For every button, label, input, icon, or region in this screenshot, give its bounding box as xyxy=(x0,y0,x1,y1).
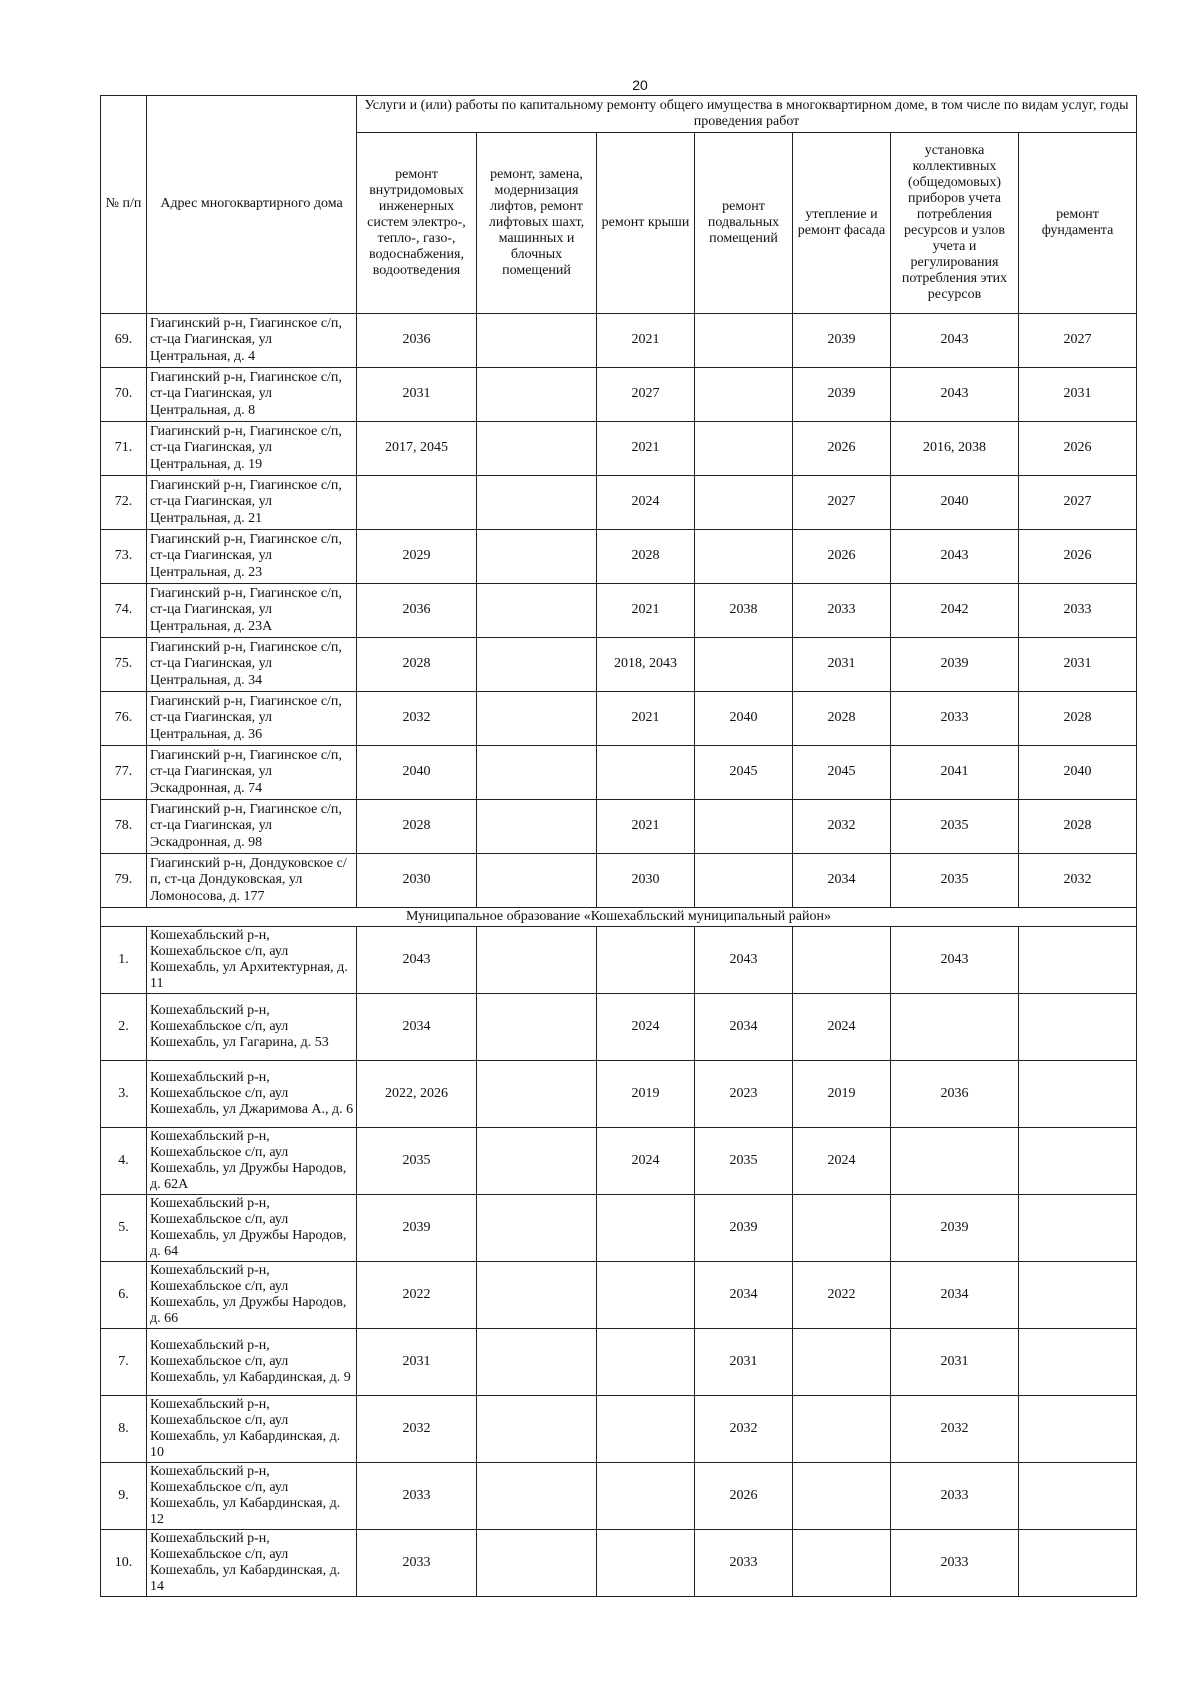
cell-meters: 2036 xyxy=(891,1061,1019,1128)
cell-facade: 2032 xyxy=(793,800,891,854)
cell-elevators xyxy=(477,1530,597,1597)
row-address: Кошехабльский р-н, Кошехабльское с/п, аул Кошехабль, ул Дружбы Народов, д. 64 xyxy=(147,1195,357,1262)
cell-facade: 2026 xyxy=(793,422,891,476)
table-row xyxy=(101,746,1137,800)
row-number: 74. xyxy=(101,584,147,638)
cell-foundation: 2027 xyxy=(1019,476,1137,530)
cell-engineering xyxy=(357,476,477,530)
cell-engineering: 2039 xyxy=(357,1195,477,1262)
row-address: Кошехабльский р-н, Кошехабльское с/п, аул Кошехабль, ул Дружбы Народов, д. 66 xyxy=(147,1262,357,1329)
row-number: 5. xyxy=(101,1195,147,1262)
cell-basement: 2034 xyxy=(695,994,793,1061)
cell-basement: 2038 xyxy=(695,584,793,638)
page-number: 20 xyxy=(632,77,648,93)
cell-foundation xyxy=(1019,1463,1137,1530)
row-number: 10. xyxy=(101,1530,147,1597)
cell-basement: 2035 xyxy=(695,1128,793,1195)
cell-meters: 2031 xyxy=(891,1329,1019,1396)
table-row xyxy=(101,530,1137,584)
row-address: Кошехабльский р-н, Кошехабльское с/п, аул Кошехабль, ул Джаримова А., д. 6 xyxy=(147,1061,357,1128)
cell-roof xyxy=(597,1463,695,1530)
cell-engineering: 2028 xyxy=(357,638,477,692)
cell-elevators xyxy=(477,927,597,994)
table-row xyxy=(101,854,1137,908)
cell-foundation: 2031 xyxy=(1019,368,1137,422)
cell-facade: 2039 xyxy=(793,314,891,368)
cell-roof: 2024 xyxy=(597,1128,695,1195)
cell-foundation: 2040 xyxy=(1019,746,1137,800)
cell-meters: 2043 xyxy=(891,927,1019,994)
cell-roof: 2021 xyxy=(597,800,695,854)
cell-facade xyxy=(793,1463,891,1530)
cell-facade: 2028 xyxy=(793,692,891,746)
cell-meters: 2040 xyxy=(891,476,1019,530)
cell-roof xyxy=(597,1530,695,1597)
cell-foundation: 2028 xyxy=(1019,800,1137,854)
cell-elevators xyxy=(477,476,597,530)
cell-elevators xyxy=(477,800,597,854)
cell-facade xyxy=(793,1195,891,1262)
cell-engineering: 2040 xyxy=(357,746,477,800)
row-address: Кошехабльский р-н, Кошехабльское с/п, аул Кошехабль, ул Кабардинская, д. 14 xyxy=(147,1530,357,1597)
cell-engineering: 2033 xyxy=(357,1463,477,1530)
cell-elevators xyxy=(477,1128,597,1195)
cell-foundation xyxy=(1019,1262,1137,1329)
row-number: 70. xyxy=(101,368,147,422)
cell-meters: 2032 xyxy=(891,1396,1019,1463)
cell-engineering: 2022, 2026 xyxy=(357,1061,477,1128)
cell-elevators xyxy=(477,638,597,692)
header-col-basement: ремонт подвальных помещений xyxy=(695,133,793,314)
cell-facade: 2024 xyxy=(793,1128,891,1195)
cell-basement: 2031 xyxy=(695,1329,793,1396)
cell-basement xyxy=(695,530,793,584)
cell-facade: 2024 xyxy=(793,994,891,1061)
cell-elevators xyxy=(477,530,597,584)
table-row xyxy=(101,927,1137,994)
cell-roof xyxy=(597,1396,695,1463)
cell-foundation xyxy=(1019,1329,1137,1396)
cell-meters: 2033 xyxy=(891,1530,1019,1597)
cell-elevators xyxy=(477,692,597,746)
cell-facade: 2027 xyxy=(793,476,891,530)
cell-facade: 2022 xyxy=(793,1262,891,1329)
header-num: № п/п xyxy=(101,96,147,314)
cell-basement: 2040 xyxy=(695,692,793,746)
cell-basement xyxy=(695,422,793,476)
row-address: Кошехабльский р-н, Кошехабльское с/п, аул Кошехабль, ул Гагарина, д. 53 xyxy=(147,994,357,1061)
table-row xyxy=(101,314,1137,368)
cell-basement: 2039 xyxy=(695,1195,793,1262)
row-address: Кошехабльский р-н, Кошехабльское с/п, аул Кошехабль, ул Дружбы Народов, д. 62А xyxy=(147,1128,357,1195)
cell-basement xyxy=(695,854,793,908)
cell-elevators xyxy=(477,1262,597,1329)
cell-foundation: 2026 xyxy=(1019,530,1137,584)
cell-roof: 2018, 2043 xyxy=(597,638,695,692)
table-row xyxy=(101,1128,1137,1195)
row-number: 78. xyxy=(101,800,147,854)
cell-foundation xyxy=(1019,1195,1137,1262)
row-number: 79. xyxy=(101,854,147,908)
cell-roof: 2024 xyxy=(597,994,695,1061)
cell-engineering: 2030 xyxy=(357,854,477,908)
cell-basement xyxy=(695,368,793,422)
cell-foundation xyxy=(1019,1396,1137,1463)
cell-engineering: 2033 xyxy=(357,1530,477,1597)
cell-facade: 2019 xyxy=(793,1061,891,1128)
row-number: 7. xyxy=(101,1329,147,1396)
table-row xyxy=(101,368,1137,422)
header-col-facade: утепление и ремонт фасада xyxy=(793,133,891,314)
cell-meters: 2043 xyxy=(891,530,1019,584)
row-number: 8. xyxy=(101,1396,147,1463)
row-address: Гиагинский р-н, Гиагинское с/п, ст-ца Гиагинская, ул Центральная, д. 23 xyxy=(147,530,357,584)
row-number: 4. xyxy=(101,1128,147,1195)
cell-basement: 2034 xyxy=(695,1262,793,1329)
row-address: Гиагинский р-н, Гиагинское с/п, ст-ца Гиагинская, ул Центральная, д. 34 xyxy=(147,638,357,692)
row-number: 71. xyxy=(101,422,147,476)
cell-foundation: 2032 xyxy=(1019,854,1137,908)
table-row xyxy=(101,1530,1137,1597)
cell-engineering: 2031 xyxy=(357,368,477,422)
row-address: Кошехабльский р-н, Кошехабльское с/п, аул Кошехабль, ул Кабардинская, д. 10 xyxy=(147,1396,357,1463)
cell-basement: 2032 xyxy=(695,1396,793,1463)
cell-roof xyxy=(597,1195,695,1262)
table-row xyxy=(101,692,1137,746)
cell-roof: 2027 xyxy=(597,368,695,422)
cell-foundation: 2028 xyxy=(1019,692,1137,746)
cell-meters: 2035 xyxy=(891,854,1019,908)
cell-engineering: 2036 xyxy=(357,314,477,368)
cell-meters: 2034 xyxy=(891,1262,1019,1329)
cell-meters: 2043 xyxy=(891,314,1019,368)
cell-foundation xyxy=(1019,1128,1137,1195)
row-number: 72. xyxy=(101,476,147,530)
cell-basement: 2023 xyxy=(695,1061,793,1128)
cell-roof: 2021 xyxy=(597,314,695,368)
cell-engineering: 2029 xyxy=(357,530,477,584)
table-row xyxy=(101,476,1137,530)
cell-roof xyxy=(597,746,695,800)
cell-meters: 2035 xyxy=(891,800,1019,854)
table-row xyxy=(101,1463,1137,1530)
table-row xyxy=(101,584,1137,638)
cell-meters: 2041 xyxy=(891,746,1019,800)
header-col-elevators: ремонт, замена, модернизация лифтов, ремонт лифтовых шахт, машинных и блочных помещений xyxy=(477,133,597,314)
cell-roof: 2019 xyxy=(597,1061,695,1128)
row-number: 73. xyxy=(101,530,147,584)
row-number: 9. xyxy=(101,1463,147,1530)
header-col-meters: установка коллективных (общедомовых) приборов учета потребления ресурсов и узлов учета и регулирования потребления этих ресурсов xyxy=(891,133,1019,314)
cell-facade xyxy=(793,1329,891,1396)
row-number: 76. xyxy=(101,692,147,746)
cell-elevators xyxy=(477,1061,597,1128)
row-address: Гиагинский р-н, Гиагинское с/п, ст-ца Гиагинская, ул Центральная, д. 8 xyxy=(147,368,357,422)
cell-meters: 2043 xyxy=(891,368,1019,422)
cell-elevators xyxy=(477,1195,597,1262)
header-row-top xyxy=(101,96,1137,133)
cell-meters: 2033 xyxy=(891,1463,1019,1530)
cell-foundation: 2031 xyxy=(1019,638,1137,692)
cell-basement: 2045 xyxy=(695,746,793,800)
cell-roof xyxy=(597,1329,695,1396)
cell-basement xyxy=(695,800,793,854)
cell-elevators xyxy=(477,1463,597,1530)
row-address: Гиагинский р-н, Гиагинское с/п, ст-ца Гиагинская, ул Эскадронная, д. 98 xyxy=(147,800,357,854)
row-address: Гиагинский р-н, Гиагинское с/п, ст-ца Гиагинская, ул Центральная, д. 19 xyxy=(147,422,357,476)
cell-meters: 2039 xyxy=(891,1195,1019,1262)
cell-facade: 2045 xyxy=(793,746,891,800)
cell-facade: 2031 xyxy=(793,638,891,692)
cell-meters: 2042 xyxy=(891,584,1019,638)
row-address: Гиагинский р-н, Гиагинское с/п, ст-ца Гиагинская, ул Эскадронная, д. 74 xyxy=(147,746,357,800)
row-address: Гиагинский р-н, Дондуковское с/п, ст-ца Дондуковская, ул Ломоносова, д. 177 xyxy=(147,854,357,908)
table-row xyxy=(101,800,1137,854)
cell-elevators xyxy=(477,1329,597,1396)
cell-meters xyxy=(891,994,1019,1061)
cell-foundation xyxy=(1019,927,1137,994)
cell-foundation xyxy=(1019,1061,1137,1128)
table-row xyxy=(101,1262,1137,1329)
row-address: Гиагинский р-н, Гиагинское с/п, ст-ца Гиагинская, ул Центральная, д. 36 xyxy=(147,692,357,746)
cell-roof xyxy=(597,1262,695,1329)
cell-foundation xyxy=(1019,1530,1137,1597)
cell-elevators xyxy=(477,422,597,476)
table-row xyxy=(101,1195,1137,1262)
cell-roof: 2024 xyxy=(597,476,695,530)
cell-elevators xyxy=(477,368,597,422)
row-address: Кошехабльский р-н, Кошехабльское с/п, аул Кошехабль, ул Архитектурная, д. 11 xyxy=(147,927,357,994)
cell-elevators xyxy=(477,746,597,800)
cell-foundation: 2026 xyxy=(1019,422,1137,476)
cell-roof: 2030 xyxy=(597,854,695,908)
cell-facade xyxy=(793,1396,891,1463)
cell-facade xyxy=(793,927,891,994)
table-row xyxy=(101,422,1137,476)
cell-foundation: 2027 xyxy=(1019,314,1137,368)
cell-facade: 2026 xyxy=(793,530,891,584)
section-title: Муниципальное образование «Кошехабльский муниципальный район» xyxy=(101,908,1137,927)
cell-elevators xyxy=(477,314,597,368)
cell-elevators xyxy=(477,994,597,1061)
row-number: 77. xyxy=(101,746,147,800)
cell-foundation: 2033 xyxy=(1019,584,1137,638)
cell-roof: 2028 xyxy=(597,530,695,584)
cell-meters: 2016, 2038 xyxy=(891,422,1019,476)
row-number: 69. xyxy=(101,314,147,368)
row-address: Гиагинский р-н, Гиагинское с/п, ст-ца Гиагинская, ул Центральная, д. 4 xyxy=(147,314,357,368)
cell-facade xyxy=(793,1530,891,1597)
cell-roof: 2021 xyxy=(597,584,695,638)
row-number: 6. xyxy=(101,1262,147,1329)
row-number: 75. xyxy=(101,638,147,692)
cell-engineering: 2032 xyxy=(357,692,477,746)
row-number: 2. xyxy=(101,994,147,1061)
cell-engineering: 2022 xyxy=(357,1262,477,1329)
cell-engineering: 2036 xyxy=(357,584,477,638)
cell-facade: 2039 xyxy=(793,368,891,422)
cell-elevators xyxy=(477,584,597,638)
cell-basement: 2033 xyxy=(695,1530,793,1597)
row-address: Кошехабльский р-н, Кошехабльское с/п, аул Кошехабль, ул Кабардинская, д. 12 xyxy=(147,1463,357,1530)
section-row xyxy=(101,908,1137,927)
header-address: Адрес многоквартирного дома xyxy=(147,96,357,314)
table-body xyxy=(101,314,1137,1597)
cell-meters: 2039 xyxy=(891,638,1019,692)
header-col-engineering: ремонт внутридомовых инженерных систем электро-, тепло-, газо-, водоснабжения, водоотведения xyxy=(357,133,477,314)
cell-elevators xyxy=(477,854,597,908)
row-address: Гиагинский р-н, Гиагинское с/п, ст-ца Гиагинская, ул Центральная, д. 21 xyxy=(147,476,357,530)
table-row xyxy=(101,994,1137,1061)
cell-meters: 2033 xyxy=(891,692,1019,746)
header-col-roof: ремонт крыши xyxy=(597,133,695,314)
cell-basement: 2026 xyxy=(695,1463,793,1530)
cell-roof xyxy=(597,927,695,994)
cell-engineering: 2035 xyxy=(357,1128,477,1195)
row-address: Кошехабльский р-н, Кошехабльское с/п, аул Кошехабль, ул Кабардинская, д. 9 xyxy=(147,1329,357,1396)
table-row xyxy=(101,1396,1137,1463)
cell-facade: 2034 xyxy=(793,854,891,908)
header-services: Услуги и (или) работы по капитальному ремонту общего имущества в многоквартирном доме, в том числе по видам услуг, годы проведения работ xyxy=(357,96,1137,133)
row-number: 3. xyxy=(101,1061,147,1128)
cell-facade: 2033 xyxy=(793,584,891,638)
cell-basement xyxy=(695,638,793,692)
table-row xyxy=(101,638,1137,692)
cell-basement xyxy=(695,314,793,368)
cell-engineering: 2032 xyxy=(357,1396,477,1463)
cell-basement: 2043 xyxy=(695,927,793,994)
cell-engineering: 2031 xyxy=(357,1329,477,1396)
cell-meters xyxy=(891,1128,1019,1195)
cell-engineering: 2034 xyxy=(357,994,477,1061)
capital-repair-table xyxy=(100,95,1137,1597)
row-number: 1. xyxy=(101,927,147,994)
row-address: Гиагинский р-н, Гиагинское с/п, ст-ца Гиагинская, ул Центральная, д. 23А xyxy=(147,584,357,638)
cell-roof: 2021 xyxy=(597,692,695,746)
cell-foundation xyxy=(1019,994,1137,1061)
cell-engineering: 2017, 2045 xyxy=(357,422,477,476)
cell-roof: 2021 xyxy=(597,422,695,476)
table-row xyxy=(101,1329,1137,1396)
cell-engineering: 2028 xyxy=(357,800,477,854)
cell-engineering: 2043 xyxy=(357,927,477,994)
header-col-foundation: ремонт фундамента xyxy=(1019,133,1137,314)
table-row xyxy=(101,1061,1137,1128)
cell-elevators xyxy=(477,1396,597,1463)
cell-basement xyxy=(695,476,793,530)
